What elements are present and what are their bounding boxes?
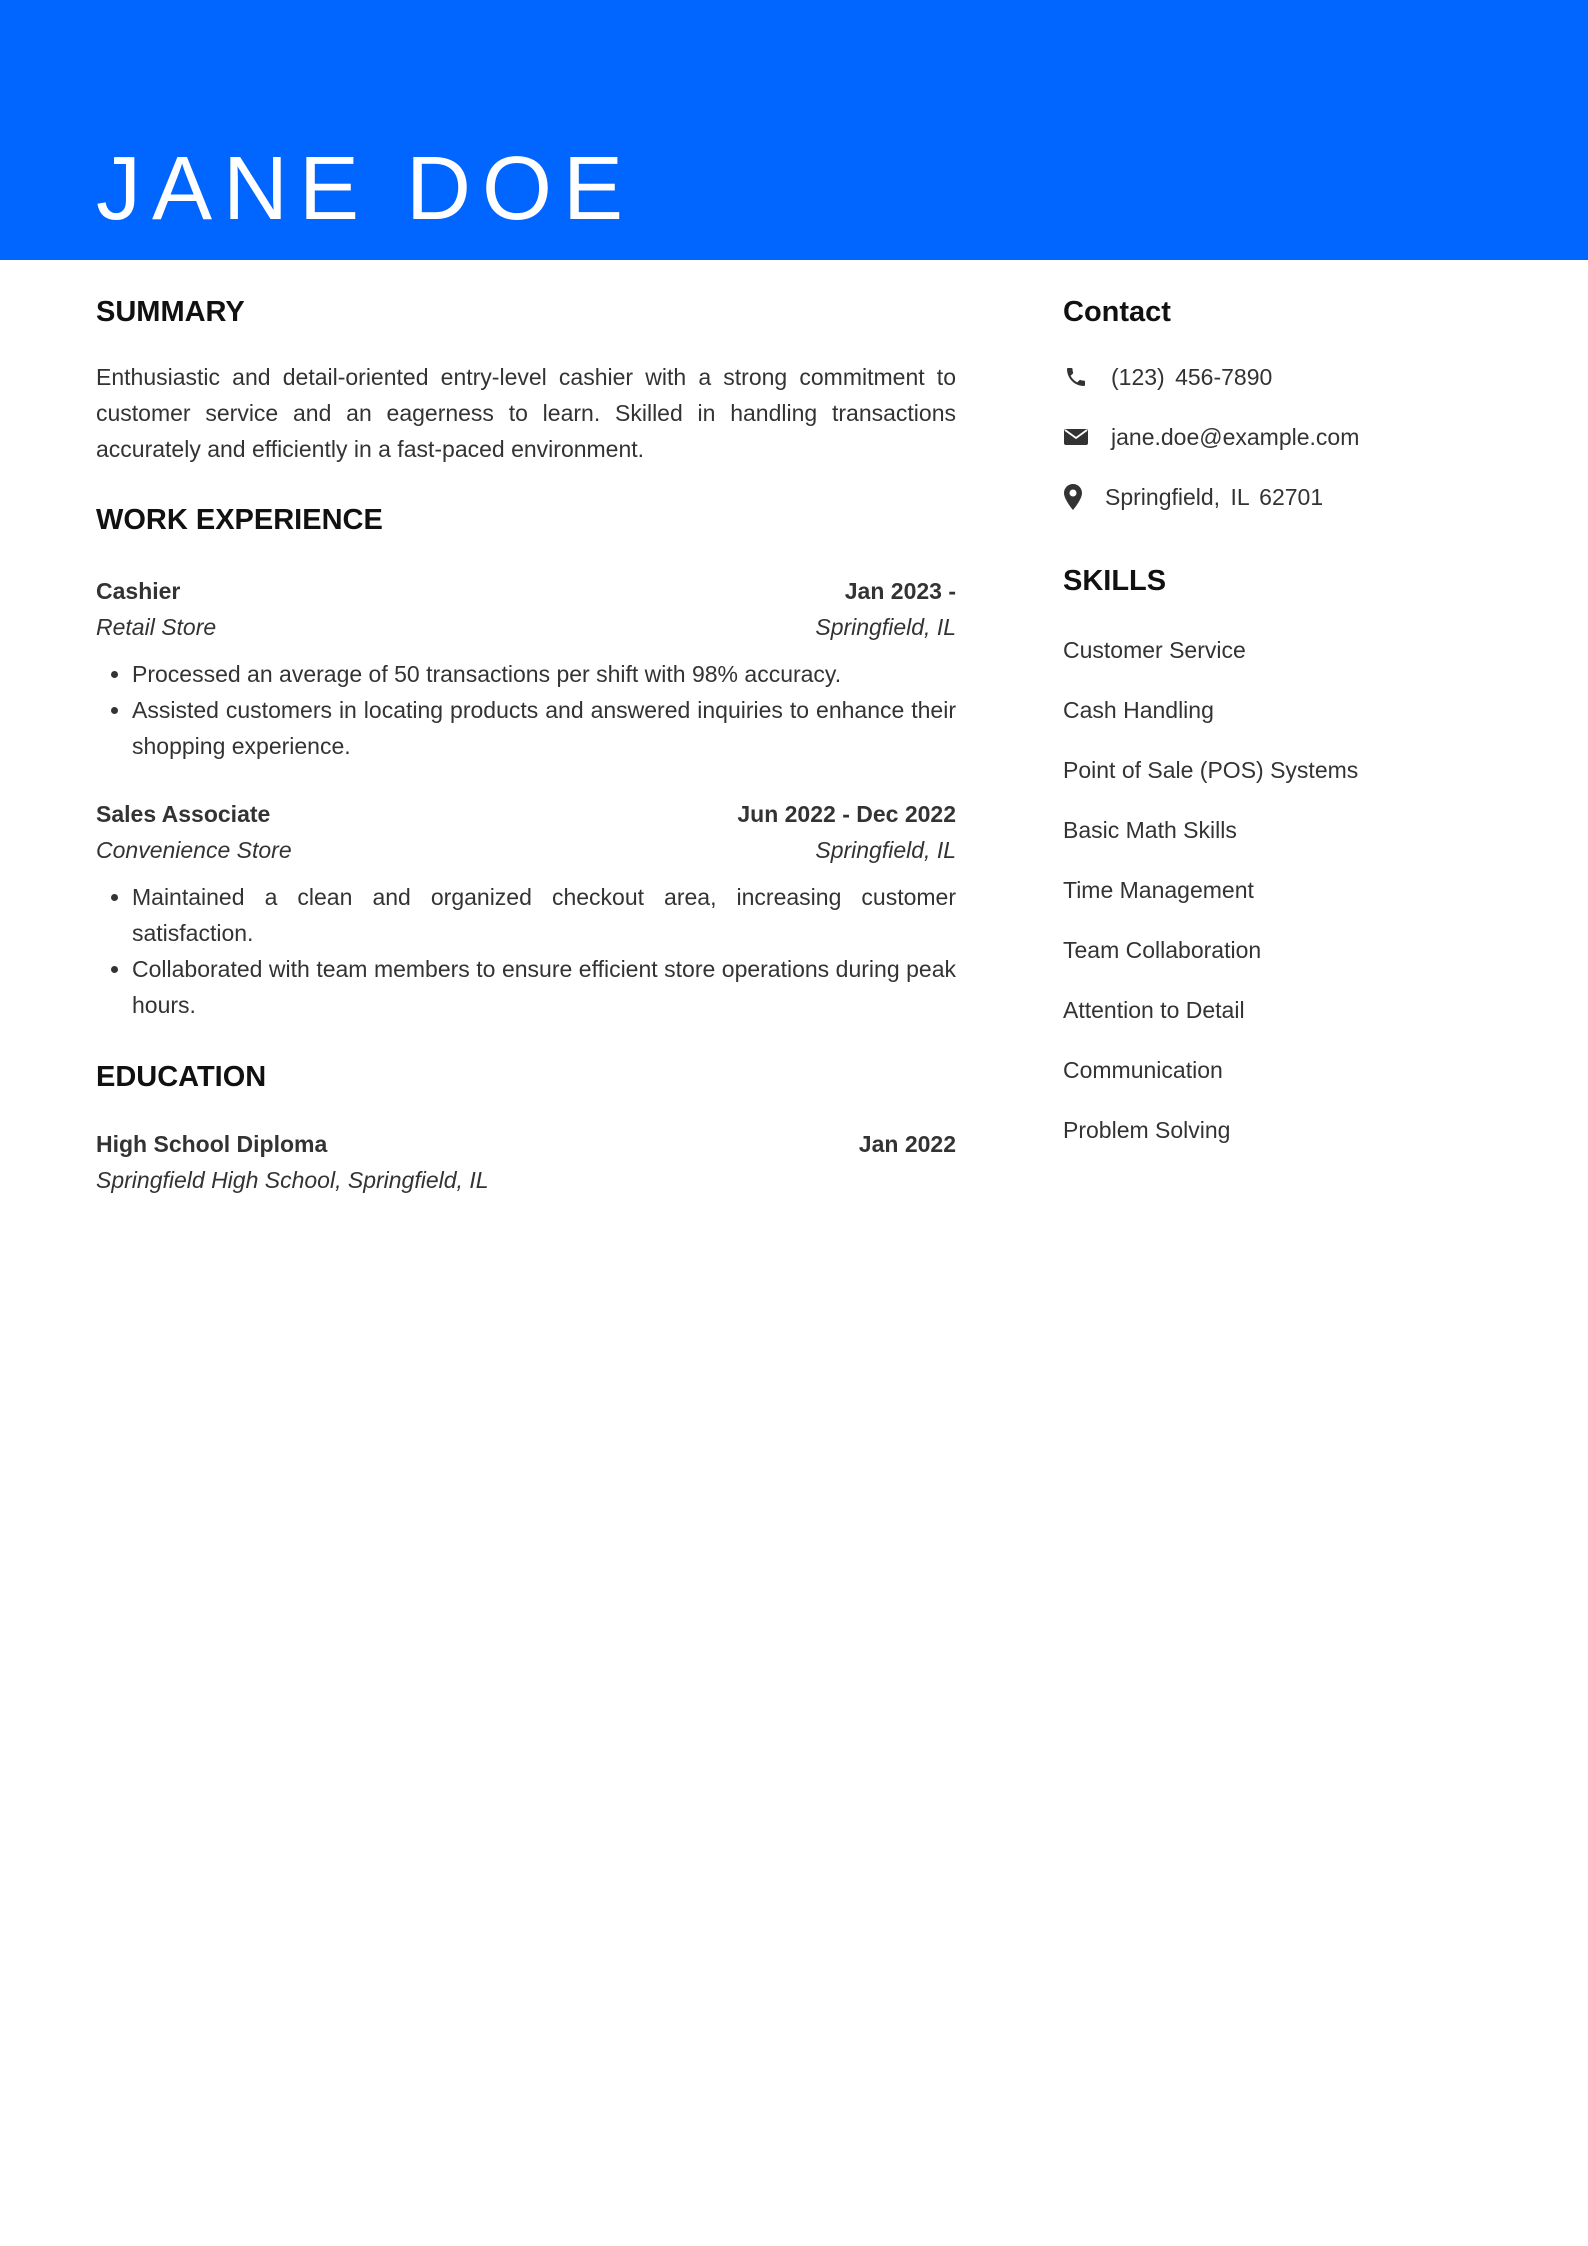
- job-entry: [96, 796, 956, 1023]
- job-entry: [96, 573, 956, 764]
- contact-phone: [1063, 359, 1523, 395]
- education-date: Jan 2022: [858, 1131, 956, 1157]
- summary-text: Enthusiastic and detail-oriented entry-level cashier with a strong commitment to customer service and an eagerness to learn. Skilled in handling transactions accurately and efficiently in a fast-paced environment.: [96, 364, 956, 462]
- job-bullets: [96, 656, 956, 764]
- phone-icon: [1063, 364, 1089, 390]
- header-banner: [0, 0, 1588, 260]
- skill-item: Communication: [1063, 1057, 1223, 1083]
- job-bullets: [96, 879, 956, 1023]
- job-dates: Jan 2023 -: [844, 578, 956, 604]
- main-column: [96, 260, 956, 1198]
- skill-item: Basic Math Skills: [1063, 817, 1237, 843]
- job-position: Sales Associate: [96, 801, 271, 827]
- contact-email-text: jane.doe@example.com: [1111, 423, 1360, 450]
- skill-item: Team Collaboration: [1063, 937, 1262, 963]
- skill-item: Customer Service: [1063, 637, 1246, 663]
- education-degree: High School Diploma: [96, 1131, 328, 1157]
- job-dates: Jun 2022 - Dec 2022: [737, 801, 956, 827]
- education-entry: [96, 1126, 956, 1198]
- map-marker-icon: [1063, 484, 1083, 510]
- job-location: Springfield, IL: [815, 614, 956, 640]
- skill-item: Problem Solving: [1063, 1117, 1231, 1143]
- sidebar-column: [1063, 260, 1523, 1172]
- job-bullet: • Collaborated with team members to ensure efficient store operations during peak hours.: [132, 951, 956, 1023]
- job-company: Retail Store: [96, 614, 217, 640]
- job-company: Convenience Store: [96, 837, 292, 863]
- candidate-name: JANE DOE: [96, 139, 635, 240]
- skill-item: Cash Handling: [1063, 697, 1214, 723]
- job-position: Cashier: [96, 578, 181, 604]
- job-bullet: • Processed an average of 50 transactions per shift with 98% accuracy.: [132, 656, 956, 692]
- contact-heading: Contact: [1063, 296, 1171, 328]
- skills-heading: SKILLS: [1063, 565, 1167, 597]
- contact-phone-text: (123) 456-7890: [1111, 363, 1273, 390]
- contact-location-text: Springfield, IL 62701: [1105, 483, 1324, 510]
- job-bullet: • Assisted customers in locating products and answered inquiries to enhance their shopping experience.: [132, 692, 956, 764]
- job-location: Springfield, IL: [815, 837, 956, 863]
- contact-email: [1063, 419, 1523, 455]
- skill-item: Attention to Detail: [1063, 997, 1245, 1023]
- skill-item: Point of Sale (POS) Systems: [1063, 757, 1359, 783]
- contact-list: [1063, 359, 1523, 515]
- summary-heading: SUMMARY: [96, 296, 245, 328]
- envelope-icon: [1063, 424, 1089, 450]
- skills-list: [1063, 632, 1523, 1148]
- work-experience-heading: WORK EXPERIENCE: [96, 504, 383, 536]
- job-bullet: • Maintained a clean and organized checkout area, increasing customer satisfaction.: [132, 879, 956, 951]
- education-heading: EDUCATION: [96, 1061, 267, 1093]
- skill-item: Time Management: [1063, 877, 1254, 903]
- education-school: Springfield High School, Springfield, IL: [96, 1167, 489, 1193]
- contact-location: [1063, 479, 1523, 515]
